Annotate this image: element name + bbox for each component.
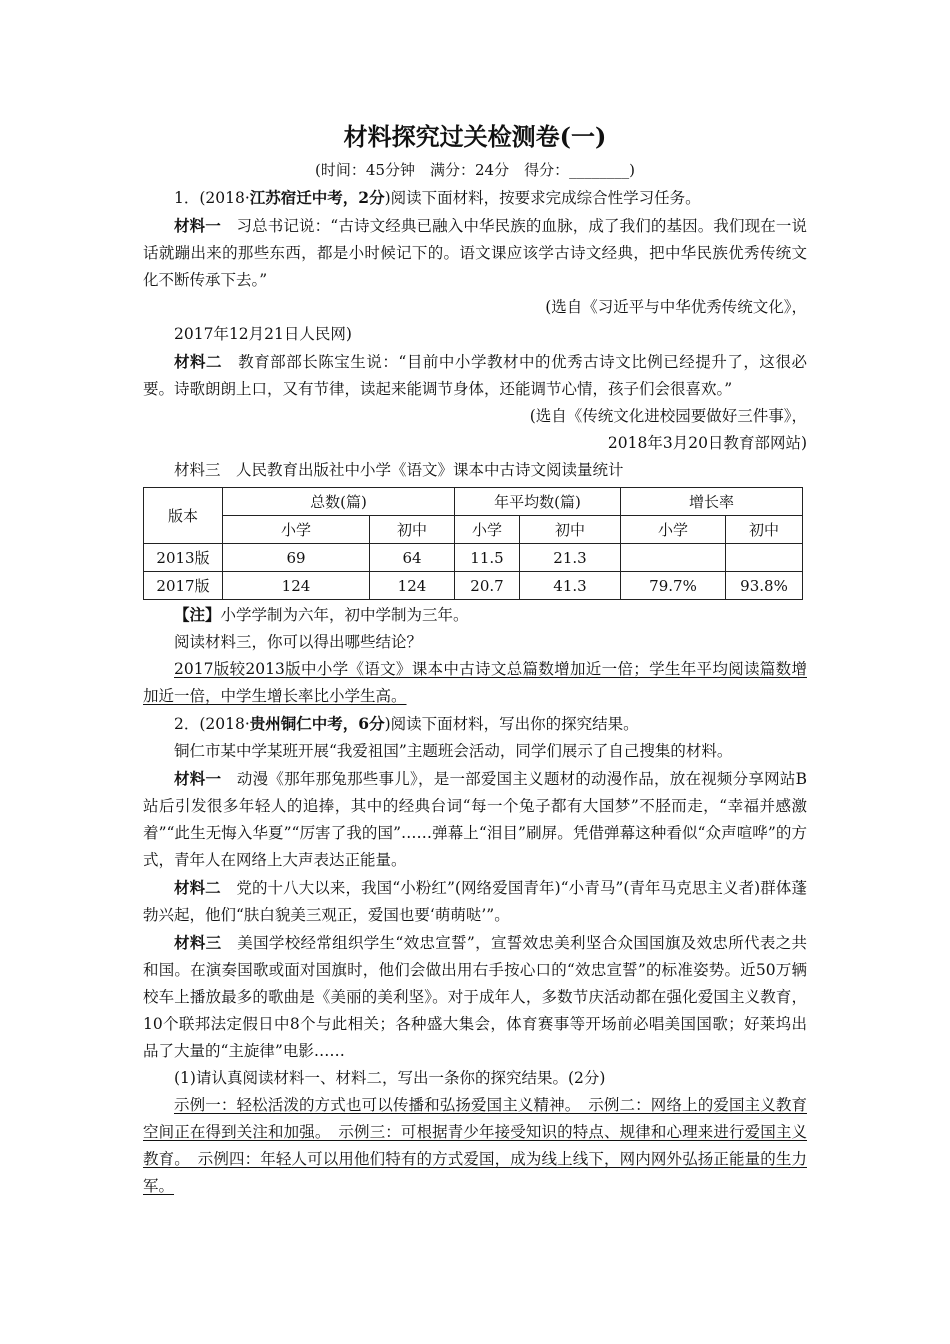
q2-m3-label: 材料三 — [174, 933, 222, 952]
table-cell: 11.5 — [455, 544, 520, 572]
table-cell: 124 — [370, 572, 455, 600]
header-growth: 增长率 — [621, 488, 803, 516]
q2-sub-question-1: (1)请认真阅读材料一、材料二，写出一条你的探究结果。(2分) — [174, 1069, 606, 1087]
header-total: 总数(篇) — [223, 488, 455, 516]
subheader-cell: 小学 — [223, 516, 370, 544]
q2-m1-label: 材料一 — [174, 769, 222, 788]
q1-m2-label: 材料二 — [174, 352, 223, 371]
subheader-cell: 小学 — [455, 516, 520, 544]
q1-material-1 — [143, 212, 807, 294]
table-cell: 41.3 — [520, 572, 621, 600]
q2-intro: 铜仁市某中学某班开展“我爱祖国”主题班会活动，同学们展示了自己搜集的材料。 — [174, 742, 733, 760]
q2-stem-source: 贵州铜仁中考，6分 — [249, 714, 385, 733]
table-cell: 2017版 — [144, 572, 223, 600]
q1-stem-source: 江苏宿迁中考，2分 — [249, 188, 385, 207]
table-cell: 124 — [223, 572, 370, 600]
table-row — [144, 572, 803, 600]
exam-info: (时间：45分钟 满分：24分 得分：________) — [315, 161, 635, 179]
q2-material-3 — [143, 929, 807, 1065]
q2-material-2 — [143, 874, 807, 929]
table-cell: 21.3 — [520, 544, 621, 572]
q1-m2-text: 教育部部长陈宝生说：“目前中小学教材中的优秀古诗文比例已经提升了，这很必要。诗歌朗朗上口，又有节律，读起来能调节身体，还能调节心情，孩子们会很喜欢。” — [143, 353, 807, 398]
q2-m3-text: 美国学校经常组织学生“效忠宣誓”，宣誓效忠美利坚合众国国旗及效忠所代表之共和国。在演奏国歌或面对国旗时，他们会做出用右手按心口的“效忠宣誓”的标准姿势。近50万辆校车上播放最多的歌曲是《美丽的美利坚》。对于成年人，多数节庆活动都在强化爱国主义教育，10个联邦法定假日中8个与此相关；各种盛大集会，体育赛事等开场前必唱美国国歌；好莱坞出品了大量的“主旋律”电影…… — [143, 934, 807, 1060]
table-row — [144, 544, 803, 572]
page-title: 材料探究过关检测卷(一) — [343, 122, 607, 151]
table-cell: 69 — [223, 544, 370, 572]
table-cell: 2013版 — [144, 544, 223, 572]
q2-m1-text: 动漫《那年那兔那些事儿》，是一部爱国主义题材的动漫作品，放在视频分享网站B站后引发很多年轻人的追捧，其中的经典台词“每一个兔子都有大国梦”不胫而走，“幸福并感激着”“此生无悔入华夏”“厉害了我的国”……弹幕上“泪目”刷屏。凭借弹幕这种看似“众声喧哗”的方式，青年人在网络上大声表达正能量。 — [143, 770, 807, 869]
q2-material-1 — [143, 765, 807, 874]
table-cell: 93.8% — [726, 572, 803, 600]
q2-m2-text: 党的十八大以来，我国“小粉红”(网络爱国青年)“小青马”(青年马克思主义者)群体蓬勃兴起，他们“肤白貌美三观正，爱国也要‘萌萌哒’”。 — [143, 879, 807, 924]
q1-stem — [143, 184, 807, 212]
q1-material-2 — [143, 348, 807, 403]
table-cell: 64 — [370, 544, 455, 572]
header-avg: 年平均数(篇) — [455, 488, 621, 516]
q1-note-text: 小学学制为六年，初中学制为三年。 — [220, 606, 469, 624]
q1-m1-label: 材料一 — [174, 216, 221, 235]
table-cell — [621, 544, 726, 572]
q2-stem-suffix: )阅读下面材料，写出你的探究结果。 — [384, 715, 639, 733]
q1-m2-source-1: (选自《传统文化进校园要做好三件事》， — [529, 407, 807, 425]
q2-m2-label: 材料二 — [174, 878, 221, 897]
subheader-cell: 初中 — [370, 516, 455, 544]
q1-m1-text: 习总书记说：“古诗文经典已融入中华民族的血脉，成了我们的基因。我们现在一说话就蹦出来的那些东西，都是小时候记下的。语文课应该学古诗文经典，把中华民族优秀传统文化不断传承下去。” — [143, 217, 807, 289]
q2-stem-prefix: 2．(2018· — [174, 715, 250, 733]
q1-stem-prefix: 1．(2018· — [174, 189, 250, 207]
header-edition: 版本 — [144, 488, 223, 544]
q1-note-label: 【注】 — [174, 605, 221, 624]
subheader-cell: 小学 — [621, 516, 726, 544]
q2-answer: 示例一：轻松活泼的方式也可以传播和弘扬爱国主义精神。 示例二：网络上的爱国主义教育空间正在得到关注和加强。 示例三：可根据青少年接受知识的特点、规律和心理来进行爱国主义教育。 示例四：年轻人可以用他们特有的方式爱国，成为线上线下，网内网外弘扬正能量的生力军。 — [143, 1096, 807, 1195]
q2-stem — [143, 710, 807, 738]
document-page — [143, 120, 807, 1200]
q1-m1-source-1: (选自《习近平与中华优秀传统文化》， — [545, 298, 807, 316]
table-cell — [726, 544, 803, 572]
table-cell: 20.7 — [455, 572, 520, 600]
q1-note — [143, 601, 807, 629]
reading-stats-table — [143, 487, 803, 600]
q1-material-3-title: 材料三 人民教育出版社中小学《语文》课本中古诗文阅读量统计 — [174, 461, 624, 479]
q1-stem-suffix: )阅读下面材料，按要求完成综合性学习任务。 — [384, 189, 701, 207]
subheader-cell: 初中 — [520, 516, 621, 544]
q1-m1-source-2: 2017年12月21日人民网) — [174, 325, 352, 343]
q1-answer: 2017版较2013版中小学《语文》课本中古诗文总篇数增加近一倍；学生年平均阅读篇数增加近一倍，中学生增长率比小学生高。 — [143, 660, 807, 705]
q1-question: 阅读材料三，你可以得出哪些结论？ — [174, 633, 423, 651]
table-cell: 79.7% — [621, 572, 726, 600]
subheader-cell: 初中 — [726, 516, 803, 544]
q1-m2-source-2: 2018年3月20日教育部网站) — [607, 434, 807, 452]
